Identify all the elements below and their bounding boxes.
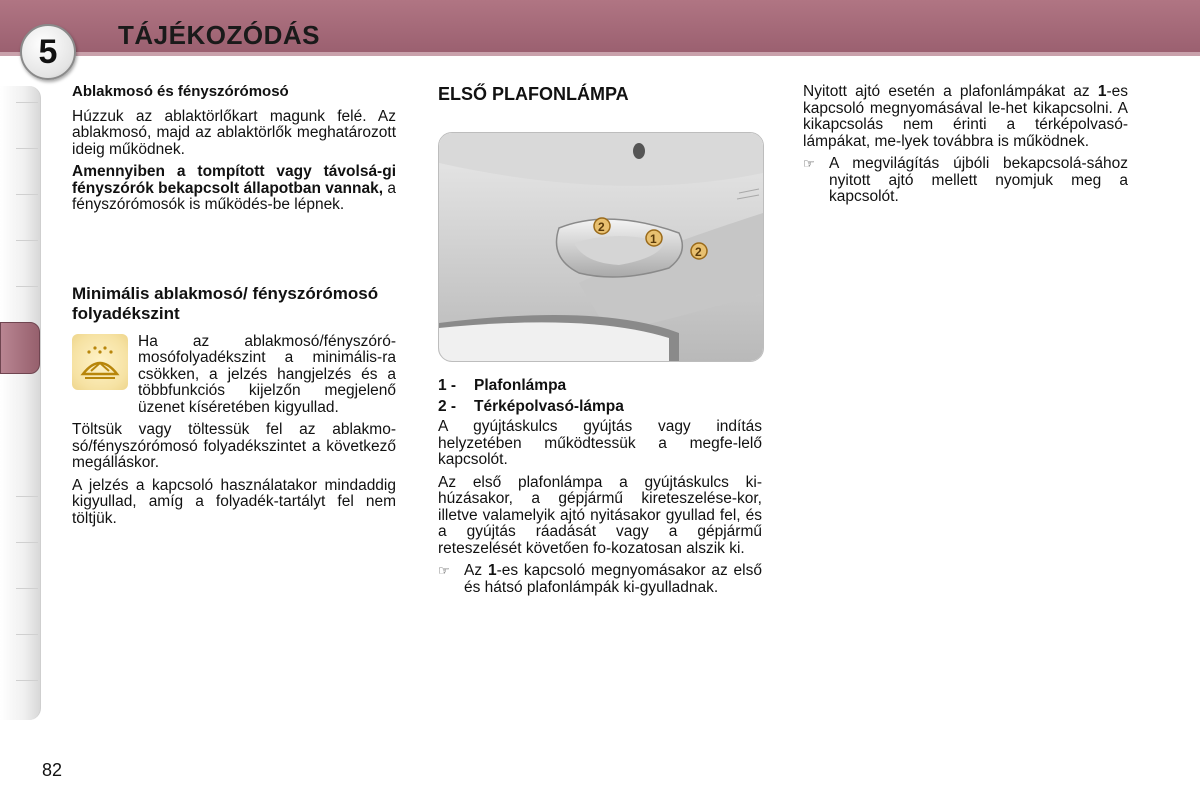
tab-divider: [16, 588, 38, 589]
legend-label: Térképolvasó-lámpa: [474, 397, 624, 415]
tab-divider: [16, 102, 38, 103]
active-chapter-tab[interactable]: [0, 322, 40, 374]
lamp-label-2: 2: [598, 220, 605, 234]
tab-divider: [16, 194, 38, 195]
tab-divider: [16, 680, 38, 681]
section-heading: Minimális ablakmosó/ fényszórómosó folyadékszint: [72, 283, 379, 323]
pointing-hand-icon: ☞: [803, 156, 815, 171]
legend-item: [438, 399, 762, 416]
legend-number: 2 -: [438, 397, 457, 415]
legend-label: Plafonlámpa: [474, 377, 567, 394]
paragraph: [72, 164, 396, 214]
pointing-hand-icon: ☞: [438, 563, 450, 578]
warning-block: [72, 334, 396, 417]
paragraph: Töltsük vagy töltessük fel az ablakmo-só/fényszórómosó folyadékszintet a következő megálláskor.: [72, 421, 396, 471]
tab-divider: [16, 148, 38, 149]
right-column: [803, 84, 1128, 212]
ceiling-lamp-photo: [438, 132, 764, 362]
bold-text: 1: [487, 562, 497, 579]
chapter-tab-strip: [0, 86, 41, 720]
page-title: TÁJÉKOZÓDÁS: [118, 20, 320, 50]
bullet-text: [464, 563, 762, 596]
bullet-item: [438, 563, 762, 596]
text: -es kapcsoló megnyomásakor az első és hátsó plafonlámpák ki-gyulladnak.: [464, 562, 762, 596]
chapter-number-badge: 5: [20, 24, 76, 80]
tab-divider: [16, 496, 38, 497]
tab-divider: [16, 240, 38, 241]
legend-item: [438, 378, 762, 395]
section-heading: ELSŐ PLAFONLÁMPA: [438, 84, 629, 104]
left-column: [72, 84, 396, 533]
bullet-text: A megvilágítás újbóli bekapcsolá-sához nyitott ajtó mellett nyomjuk meg a kapcsolót.: [829, 155, 1128, 205]
bold-text: 1: [1097, 83, 1107, 100]
text: Nyitott ajtó esetén a plafonlámpákat az: [803, 83, 1098, 100]
tab-divider: [16, 634, 38, 635]
page-number: 82: [42, 760, 63, 780]
text: Az: [464, 562, 488, 579]
paragraph: A jelzés a kapcsoló használatakor mindaddig kigyullad, amíg a folyadék-tartályt fel nem töltjük.: [72, 476, 396, 527]
tab-divider: [16, 542, 38, 543]
text: a fényszórómosók is működés-be lépnek.: [72, 179, 396, 213]
paragraph: [803, 84, 1128, 150]
section-heading: Ablakmosó és fényszórómosó: [72, 83, 289, 100]
warning-text: Ha az ablakmosó/fényszóró-mosófolyadékszint a minimális-ra csökken, a jelzés hangjelzés és a többfunkciós kijelzőn megjelenő üzenet kíséretében kigyullad.: [138, 332, 396, 416]
bullet-item: [803, 156, 1128, 206]
paragraph: Húzzuk az ablaktörlőkart magunk felé. Az ablakmosó, majd az ablaktörlők meghatározott ideig működnek.: [72, 107, 396, 158]
text: -es kapcsoló megnyomásával le-het kikapcsolni. A kikapcsolás nem érinti a térképolvasó-lámpákat, me-lyek továbbra is működnek.: [803, 83, 1128, 150]
tab-divider: [16, 286, 38, 287]
bold-text: Amennyiben a tompított vagy távolsá-gi fényszórók bekapcsolt állapotban vannak,: [72, 163, 396, 197]
lamp-label-1: 1: [650, 232, 657, 246]
header-divider: [0, 52, 1200, 56]
washer-fluid-warning-icon: [72, 334, 128, 390]
lamp-label-2: 2: [695, 245, 702, 259]
middle-column: [438, 84, 762, 602]
paragraph: A gyújtáskulcs gyújtás vagy indítás helyzetében működtessük a megfe-lelő kapcsolót.: [438, 418, 762, 468]
legend-number: 1 -: [438, 377, 457, 394]
paragraph: Az első plafonlámpa a gyújtáskulcs ki-húzásakor, a gépjármű kireteszelése-kor, illetve valamelyik ajtó nyitásakor gyullad fel, és a gyújtás ráadását vagy a gépjármű reteszelését követően fo-kozatosan alszik ki.: [438, 473, 762, 557]
